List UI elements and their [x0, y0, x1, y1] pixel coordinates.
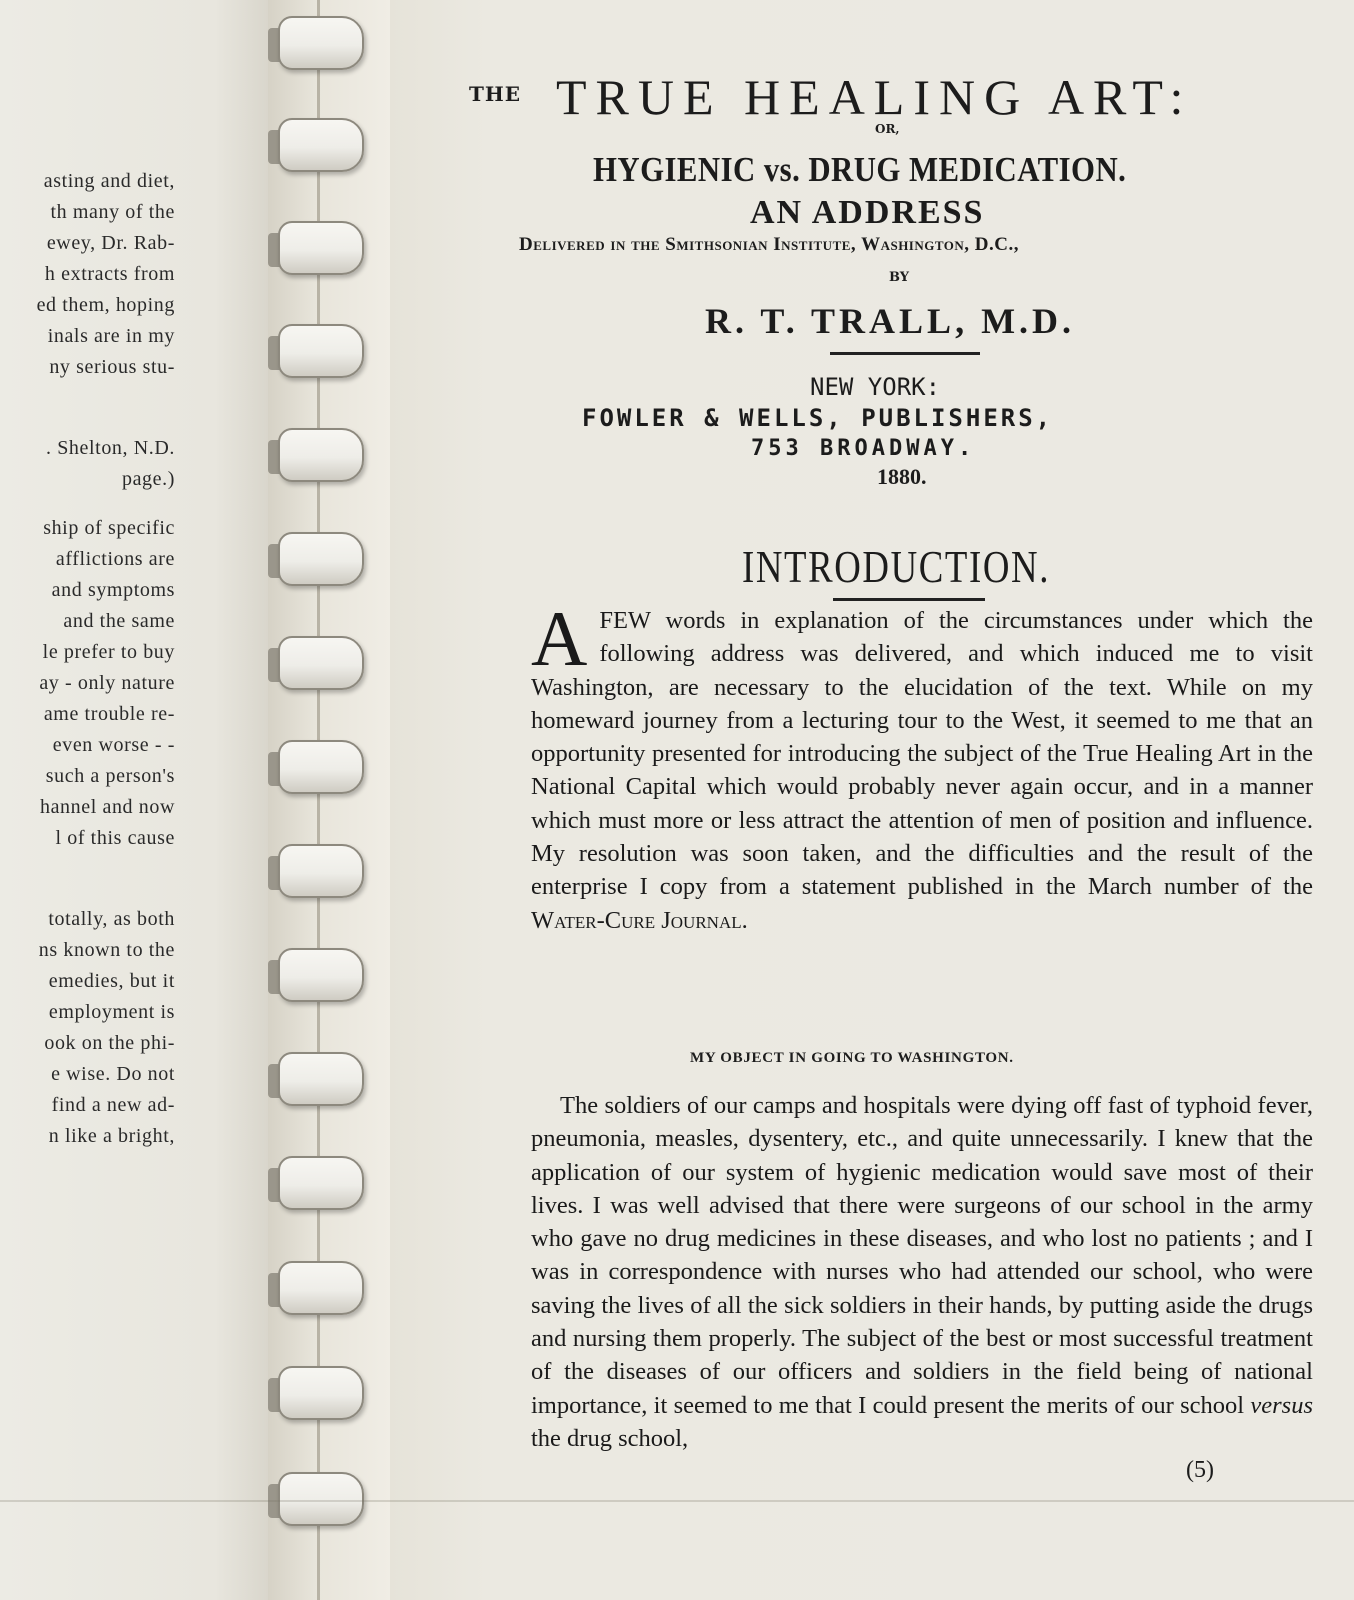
left-page-line: emedies, but it: [48, 970, 175, 992]
left-page-line: ship of specific: [43, 517, 175, 539]
left-page-line: th many of the: [50, 201, 175, 223]
binding-coil: [268, 526, 373, 590]
coil-loop: [278, 636, 364, 690]
title-or: OR,: [875, 122, 900, 136]
coil-loop: [278, 221, 364, 275]
left-page-line: ny serious stu-: [49, 356, 175, 378]
left-page-line: even worse - -: [52, 734, 175, 756]
coil-loop: [278, 428, 364, 482]
publisher-address: 753 BROADWAY.: [751, 436, 976, 461]
delivered-line: Delivered in the Smithsonian Institute, Washington, D.C.,: [519, 234, 1019, 255]
publisher-city: NEW YORK:: [810, 373, 941, 401]
object-paragraph: [531, 1089, 1313, 1455]
page-fold-line: [0, 1500, 1354, 1502]
title-the: THE: [469, 82, 522, 106]
paragraph-text: The soldiers of our camps and hospitals were dying off fast of typhoid fever, pneumonia, measles, dysentery, etc., and quite unnecessarily. I knew that the application of our system of hygienic medication would save most of their lives. I was well advised that there were surgeons of our school in the army who gave no drug medicines in these diseases, and who lost no patients ; and I was in correspondence with nurses who had attended our school, who were saving the lives of all the sick soldiers in their hands, by putting aside the drugs and nursing them properly. The subject of the best or most successful treatment of the diseases of our officers and soldiers in the field being of national importance, it seemed to me that I could present the merits of our school: [531, 1092, 1313, 1419]
left-page-line: totally, as both: [48, 908, 175, 930]
coil-loop: [278, 324, 364, 378]
binding-coil: [268, 1360, 373, 1424]
coil-loop: [278, 948, 364, 1002]
coil-loop: [278, 16, 364, 70]
binding-coil: [268, 1255, 373, 1319]
author-rule: [830, 352, 980, 355]
left-page: [0, 0, 268, 1600]
left-page-line: e wise. Do not: [51, 1063, 175, 1085]
binding-coil: [268, 1046, 373, 1110]
book-title: TRUE HEALING ART:: [556, 69, 1193, 125]
coil-loop: [278, 1472, 364, 1526]
left-page-line: l of this cause: [55, 827, 175, 849]
binding-coil: [268, 1150, 373, 1214]
italic-word: versus: [1250, 1391, 1313, 1419]
coil-loop: [278, 1366, 364, 1420]
binding-coil: [268, 1466, 373, 1530]
left-page-line: page.): [121, 468, 175, 490]
left-page-line: find a new ad-: [51, 1094, 175, 1116]
introduction-heading: INTRODUCTION.: [742, 541, 1051, 592]
introduction-paragraph: [531, 595, 1313, 937]
drop-cap: A: [531, 595, 588, 682]
left-page-line: . Shelton, N.D.: [46, 437, 175, 459]
left-page-line: ook on the phi-: [44, 1032, 175, 1054]
left-page-line: ns known to the: [38, 939, 175, 961]
left-page-line: and symptoms: [51, 579, 175, 601]
paragraph-end: .: [741, 906, 748, 934]
paragraph-text: FEW words in explanation of the circumstances under which the following address was delivered, and which induced me to visit Washington, are necessary to the elucidation of the text. While on my homeward journey from a lecturing tour to the West, it seemed to me that an opportunity presented for introducing the subject of the True Healing Art in the National Capital which would probably never again occur, and in a manner which must more or less attract the attention of men of position and influence. My resolution was soon taken, and the difficulties and the result of the enterprise I copy from a statement published in the March number of the: [531, 607, 1313, 901]
address-heading: AN ADDRESS: [750, 194, 985, 231]
paragraph-end: the drug school,: [531, 1424, 689, 1452]
author-name: R. T. TRALL, M.D.: [705, 301, 1076, 341]
binding-coil: [268, 630, 373, 694]
left-page-line: asting and diet,: [43, 170, 175, 192]
journal-name: Water-Cure Journal: [531, 906, 742, 934]
binding-coil: [268, 734, 373, 798]
publisher-name: FOWLER & WELLS, PUBLISHERS,: [582, 404, 1054, 432]
binding-coil: [268, 215, 373, 279]
coil-loop: [278, 1052, 364, 1106]
left-page-line: n like a bright,: [48, 1125, 175, 1147]
left-page-line: such a person's: [45, 765, 175, 787]
coil-loop: [278, 1261, 364, 1315]
binding-coil: [268, 10, 373, 74]
left-page-line: employment is: [48, 1001, 175, 1023]
left-page-line: afflictions are: [55, 548, 175, 570]
binding-coil: [268, 942, 373, 1006]
left-page-line: le prefer to buy: [42, 641, 175, 663]
section-heading: MY OBJECT IN GOING TO WASHINGTON.: [690, 1050, 1014, 1066]
binding-coil: [268, 112, 373, 176]
left-page-line: ame trouble re-: [43, 703, 175, 725]
left-page-line: h extracts from: [44, 263, 175, 285]
left-page-line: hannel and now: [39, 796, 175, 818]
coil-loop: [278, 532, 364, 586]
left-page-line: ewey, Dr. Rab-: [46, 232, 175, 254]
coil-loop: [278, 740, 364, 794]
left-page-line: and the same: [63, 610, 175, 632]
coil-loop: [278, 844, 364, 898]
publication-year: 1880.: [877, 464, 927, 489]
coil-loop: [278, 1156, 364, 1210]
binding-coil: [268, 422, 373, 486]
left-page-line: ed them, hoping: [36, 294, 175, 316]
coil-loop: [278, 118, 364, 172]
page-number: (5): [1186, 1457, 1214, 1483]
by-label: BY: [889, 270, 910, 285]
left-page-line: ay - only nature: [39, 672, 175, 694]
introduction-rule: [833, 598, 985, 601]
binding-coil: [268, 318, 373, 382]
binding-coil: [268, 838, 373, 902]
book-subtitle: HYGIENIC vs. DRUG MEDICATION.: [593, 150, 1127, 189]
left-page-line: inals are in my: [47, 325, 175, 347]
